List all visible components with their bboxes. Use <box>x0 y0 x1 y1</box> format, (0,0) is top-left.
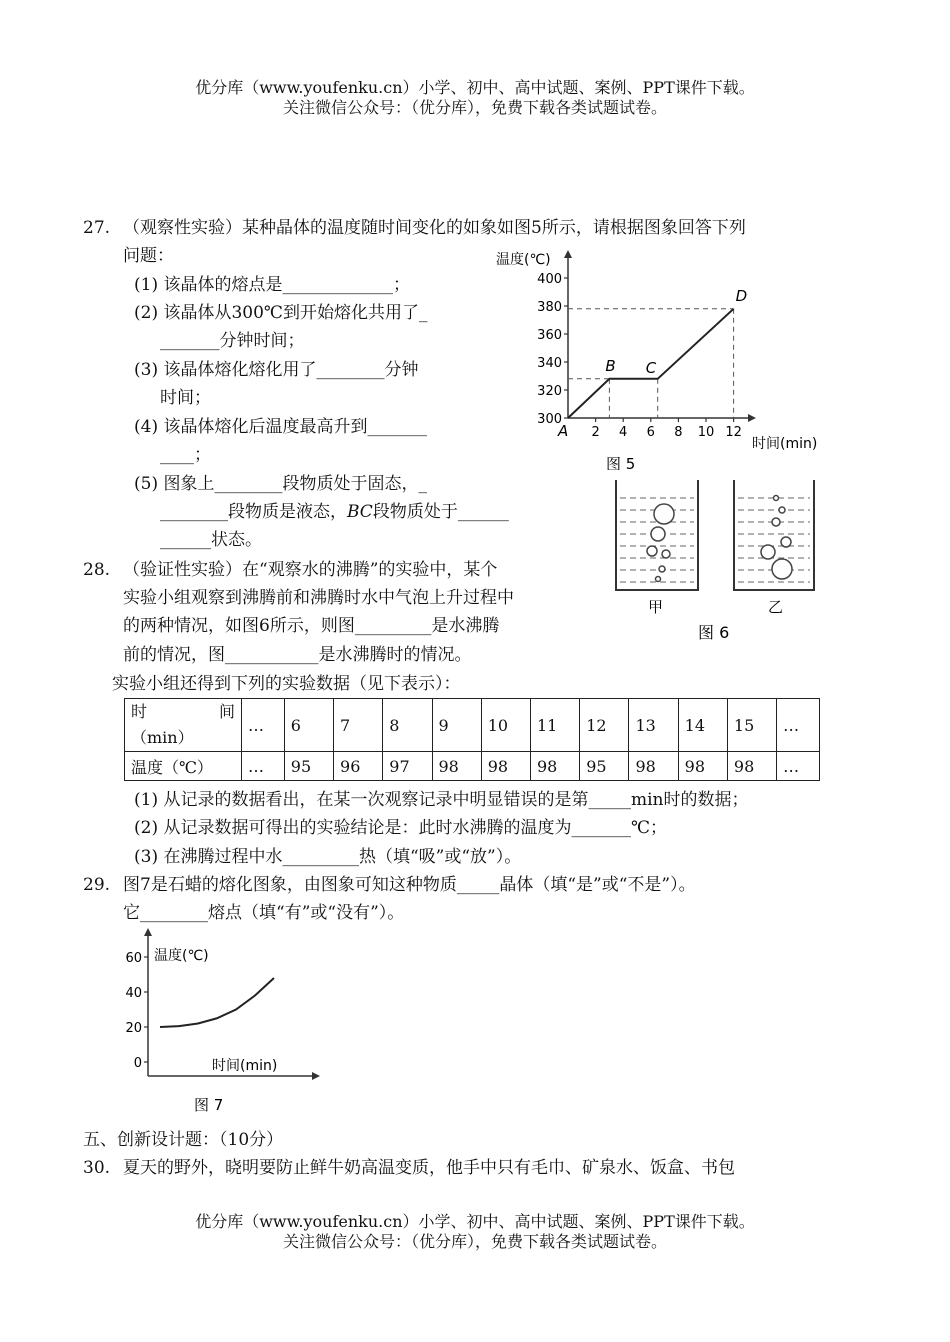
fig5-y-tick-label: 300 <box>537 412 562 427</box>
header-line-2: 关注微信公众号：（优分库），免费下载各类试题试卷。 <box>282 98 667 117</box>
section-5-title: 五、创新设计题：（10分） <box>83 1130 284 1150</box>
q27-sub-5b-part2: 段物质处于______ <box>372 502 509 522</box>
fig5-x-tick-label: 8 <box>674 425 683 440</box>
footer-line-2: 关注微信公众号：（优分库），免费下载各类试题试卷。 <box>282 1232 667 1251</box>
fig5-y-tick-label: 380 <box>537 300 562 315</box>
fig5-x-arrow <box>748 414 756 422</box>
q27-sub-3b: 时间； <box>160 388 211 408</box>
q27-sub-4a: (4) 该晶体熔化后温度最高升到_______ <box>134 417 427 437</box>
table-cell: 98 <box>530 752 579 781</box>
q29-line-1: 图7是石蜡的熔化图象，由图象可知这种物质_____晶体（填“是”或“不是”）。 <box>123 875 696 895</box>
fig6-label-jia: 甲 <box>648 598 664 616</box>
fig7-series-line <box>160 978 274 1027</box>
fig5-x-tick-label: 6 <box>646 425 655 440</box>
table-cell: 11 <box>530 699 579 752</box>
beaker-jia <box>616 480 698 590</box>
q28-sub-3: (3) 在沸腾过程中水_________热（填“吸”或“放”）。 <box>134 847 522 867</box>
fig5-x-title: 时间(min) <box>752 436 818 452</box>
q30-number: 30. <box>83 1158 111 1178</box>
fig5-point-label-d: D <box>735 286 748 305</box>
table-cell: 98 <box>629 752 678 781</box>
fig6-label-yi: 乙 <box>768 598 784 616</box>
fig7-caption: 图 7 <box>194 1096 224 1114</box>
table-cell: 96 <box>334 752 383 781</box>
fig6-caption: 图 6 <box>698 623 730 642</box>
fig7-y-tick-label: 20 <box>125 1021 142 1036</box>
q28-line-3: 的两种情况，如图6所示，则图_________是水沸腾 <box>123 616 500 636</box>
fig5-x-tick-label: 2 <box>591 425 600 440</box>
footer-line-1: 优分库（www.youfenku.cn）小学、初中、高中试题、案例、PPT课件下载。 <box>195 1212 755 1231</box>
figure-7-chart <box>118 926 328 1120</box>
q29-line-2: 它________熔点（填“有”或“没有”）。 <box>123 903 405 923</box>
table-cell: 7 <box>334 699 383 752</box>
fig7-x-title: 时间(min) <box>212 1058 278 1074</box>
table-cell: 14 <box>678 699 727 752</box>
fig7-y-arrow <box>144 928 152 936</box>
fig5-x-tick-label: 10 <box>697 425 715 440</box>
q28-line-5: 实验小组还得到下列的实验数据（见下表示）： <box>112 674 461 694</box>
fig5-point-label-c: C <box>645 358 657 377</box>
table-cell: 6 <box>284 699 333 752</box>
q28-number: 28. <box>83 560 111 580</box>
fig7-y-title: 温度(℃) <box>154 948 209 964</box>
table-cell: … <box>777 699 820 752</box>
q27-line-2: 问题： <box>123 246 174 266</box>
table-row-time <box>125 699 820 752</box>
fig5-y-tick-label: 340 <box>537 356 562 371</box>
q27-sub-2b: _______分钟时间； <box>160 331 305 351</box>
table-cell: 97 <box>383 752 432 781</box>
fig5-y-tick-label: 360 <box>537 328 562 343</box>
fig5-point-label-a: A <box>558 422 569 440</box>
q27-sub-1: (1) 该晶体的熔点是_____________； <box>134 275 410 295</box>
table-row-temp <box>125 752 820 781</box>
table-cell: 10 <box>481 699 530 752</box>
q27-line-1: （观察性实验）某种晶体的温度随时间变化的如象如图5所示，请根据图象回答下列 <box>123 218 746 238</box>
q27-sub-5b <box>160 498 509 526</box>
table-cell: … <box>777 752 820 781</box>
fig7-y-tick-label: 0 <box>133 1056 142 1071</box>
table-cell: 98 <box>678 752 727 781</box>
table-header-temp: 温度（℃） <box>125 752 242 781</box>
q27-sub-5b-bc: BC <box>347 502 373 522</box>
fig5-point-label-b: B <box>605 356 616 375</box>
q28-sub-2: (2) 从记录数据可得出的实验结论是：此时水沸腾的温度为_______℃； <box>134 818 668 838</box>
header-line-1: 优分库（www.youfenku.cn）小学、初中、高中试题、案例、PPT课件下载。 <box>195 78 755 97</box>
fig7-y-tick-label: 40 <box>125 986 142 1001</box>
q27-sub-4b: ____； <box>160 445 211 465</box>
fig5-y-arrow <box>564 250 572 258</box>
q27-sub-5c: ______状态。 <box>160 530 262 550</box>
q27-sub-3a: (3) 该晶体熔化熔化用了________分钟 <box>134 360 419 380</box>
figure-5-chart <box>494 244 830 470</box>
fig5-y-title: 温度(℃) <box>496 252 551 268</box>
q30-line-1: 夏天的野外，晓明要防止鲜牛奶高温变质，他手中只有毛巾、矿泉水、饭盒、书包 <box>123 1158 735 1178</box>
table-cell: 13 <box>629 699 678 752</box>
q29-number: 29. <box>83 875 111 895</box>
table-cell: 95 <box>284 752 333 781</box>
fig7-y-tick-label: 60 <box>125 951 142 966</box>
beaker-yi <box>734 480 814 590</box>
table-cell: … <box>242 699 285 752</box>
fig5-y-tick-label: 400 <box>537 272 562 287</box>
table-cell: 98 <box>432 752 481 781</box>
table-cell: 15 <box>727 699 776 752</box>
figure-6-beakers <box>606 472 826 648</box>
table-header-time: 时 间 （min） <box>125 699 242 752</box>
table-cell: 95 <box>580 752 629 781</box>
q28-line-4: 前的情况，图___________是水沸腾时的情况。 <box>123 645 472 665</box>
q27-sub-5b-part1: ________段物质是液态， <box>160 502 347 522</box>
table-cell: 12 <box>580 699 629 752</box>
q28-line-2: 实验小组观察到沸腾前和沸腾时水中气泡上升过程中 <box>123 588 514 608</box>
q27-sub-5a: (5) 图象上________段物质处于固态，_ <box>134 474 427 494</box>
fig5-x-tick-label: 4 <box>619 425 628 440</box>
table-cell: 8 <box>383 699 432 752</box>
fig5-x-tick-label: 12 <box>725 425 742 440</box>
fig5-y-tick-label: 320 <box>537 384 562 399</box>
q28-sub-1: (1) 从记录的数据看出，在某一次观察记录中明显错误的是第_____min时的数据； <box>134 790 749 810</box>
table-cell: 98 <box>727 752 776 781</box>
table-cell: 9 <box>432 699 481 752</box>
fig7-x-arrow <box>312 1072 320 1080</box>
table-cell: 98 <box>481 752 530 781</box>
fig5-caption: 图 5 <box>606 455 636 470</box>
table-cell: … <box>242 752 285 781</box>
q28-data-table <box>124 698 820 781</box>
q27-sub-2a: (2) 该晶体从300℃到开始熔化共用了_ <box>134 303 428 323</box>
q28-line-1: （验证性实验）在“观察水的沸腾”的实验中，某个 <box>123 560 498 580</box>
q27-number: 27. <box>83 218 111 238</box>
